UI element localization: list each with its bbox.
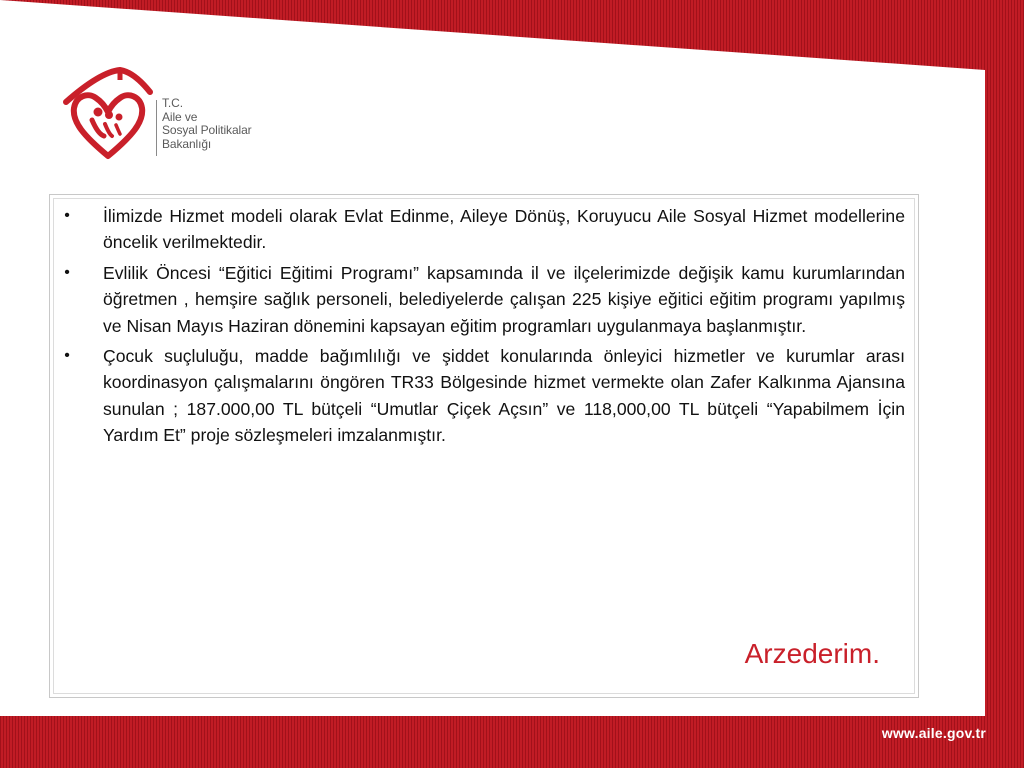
logo-text xyxy=(162,97,252,151)
ministry-logo xyxy=(62,64,154,160)
logo-line-tc: T.C. xyxy=(162,96,183,110)
bullet-text: İlimizde Hizmet modeli olarak Evlat Edinme, Aileye Dönüş, Koruyucu Aile Sosyal Hizmet modellerine öncelik verilmektedir. xyxy=(103,206,905,253)
bullet-item-adoption xyxy=(64,203,905,256)
bullet-text: Evlilik Öncesi “Eğitici Eğitimi Programı” kapsamında il ve ilçelerimizde değişik kamu kurumlarından öğretmen , hemşire sağlık personeli, belediyelerde çalışan 225 kişiye eğitici eğitim programı yapılmış ve Nisan Mayıs Haziran dönemini kapsayan eğitim programları uygulanmaya başlanmıştır. xyxy=(103,262,905,336)
logo-line-bakanligi: Bakanlığı xyxy=(162,136,212,151)
bullet-item-premarital xyxy=(64,260,905,339)
content-box xyxy=(49,194,919,698)
closing-text: Arzederim. xyxy=(744,638,880,669)
bullet-icon: • xyxy=(64,207,70,224)
bullet-icon: • xyxy=(64,347,70,365)
logo-divider xyxy=(156,100,157,156)
bullet-text: Çocuk suçluluğu, madde bağımlılığı ve şiddet konularında önleyici hizmetler ve kurumlar arası koordinasyon çalışmalarını öngören TR33 Bölgesinde hizmet vermekte olan Zafer Kalkınma Ajansına sunulan ; 187.000,00 TL bütçeli “Umutlar Çiçek Açsın” ve 118,000,00 TL bütçeli “Yapabilmem İçin Yardım Et” proje sözleşmeleri imzalanmıştır. xyxy=(103,346,905,446)
bullet-item-projects xyxy=(64,343,905,449)
footer-url: www.aile.gov.tr xyxy=(881,725,986,741)
logo-line-aile: Aile ve xyxy=(162,109,198,124)
bullet-list xyxy=(64,203,905,453)
logo-line-sosyal: Sosyal Politikalar xyxy=(162,123,252,138)
bullet-icon: • xyxy=(64,263,70,281)
